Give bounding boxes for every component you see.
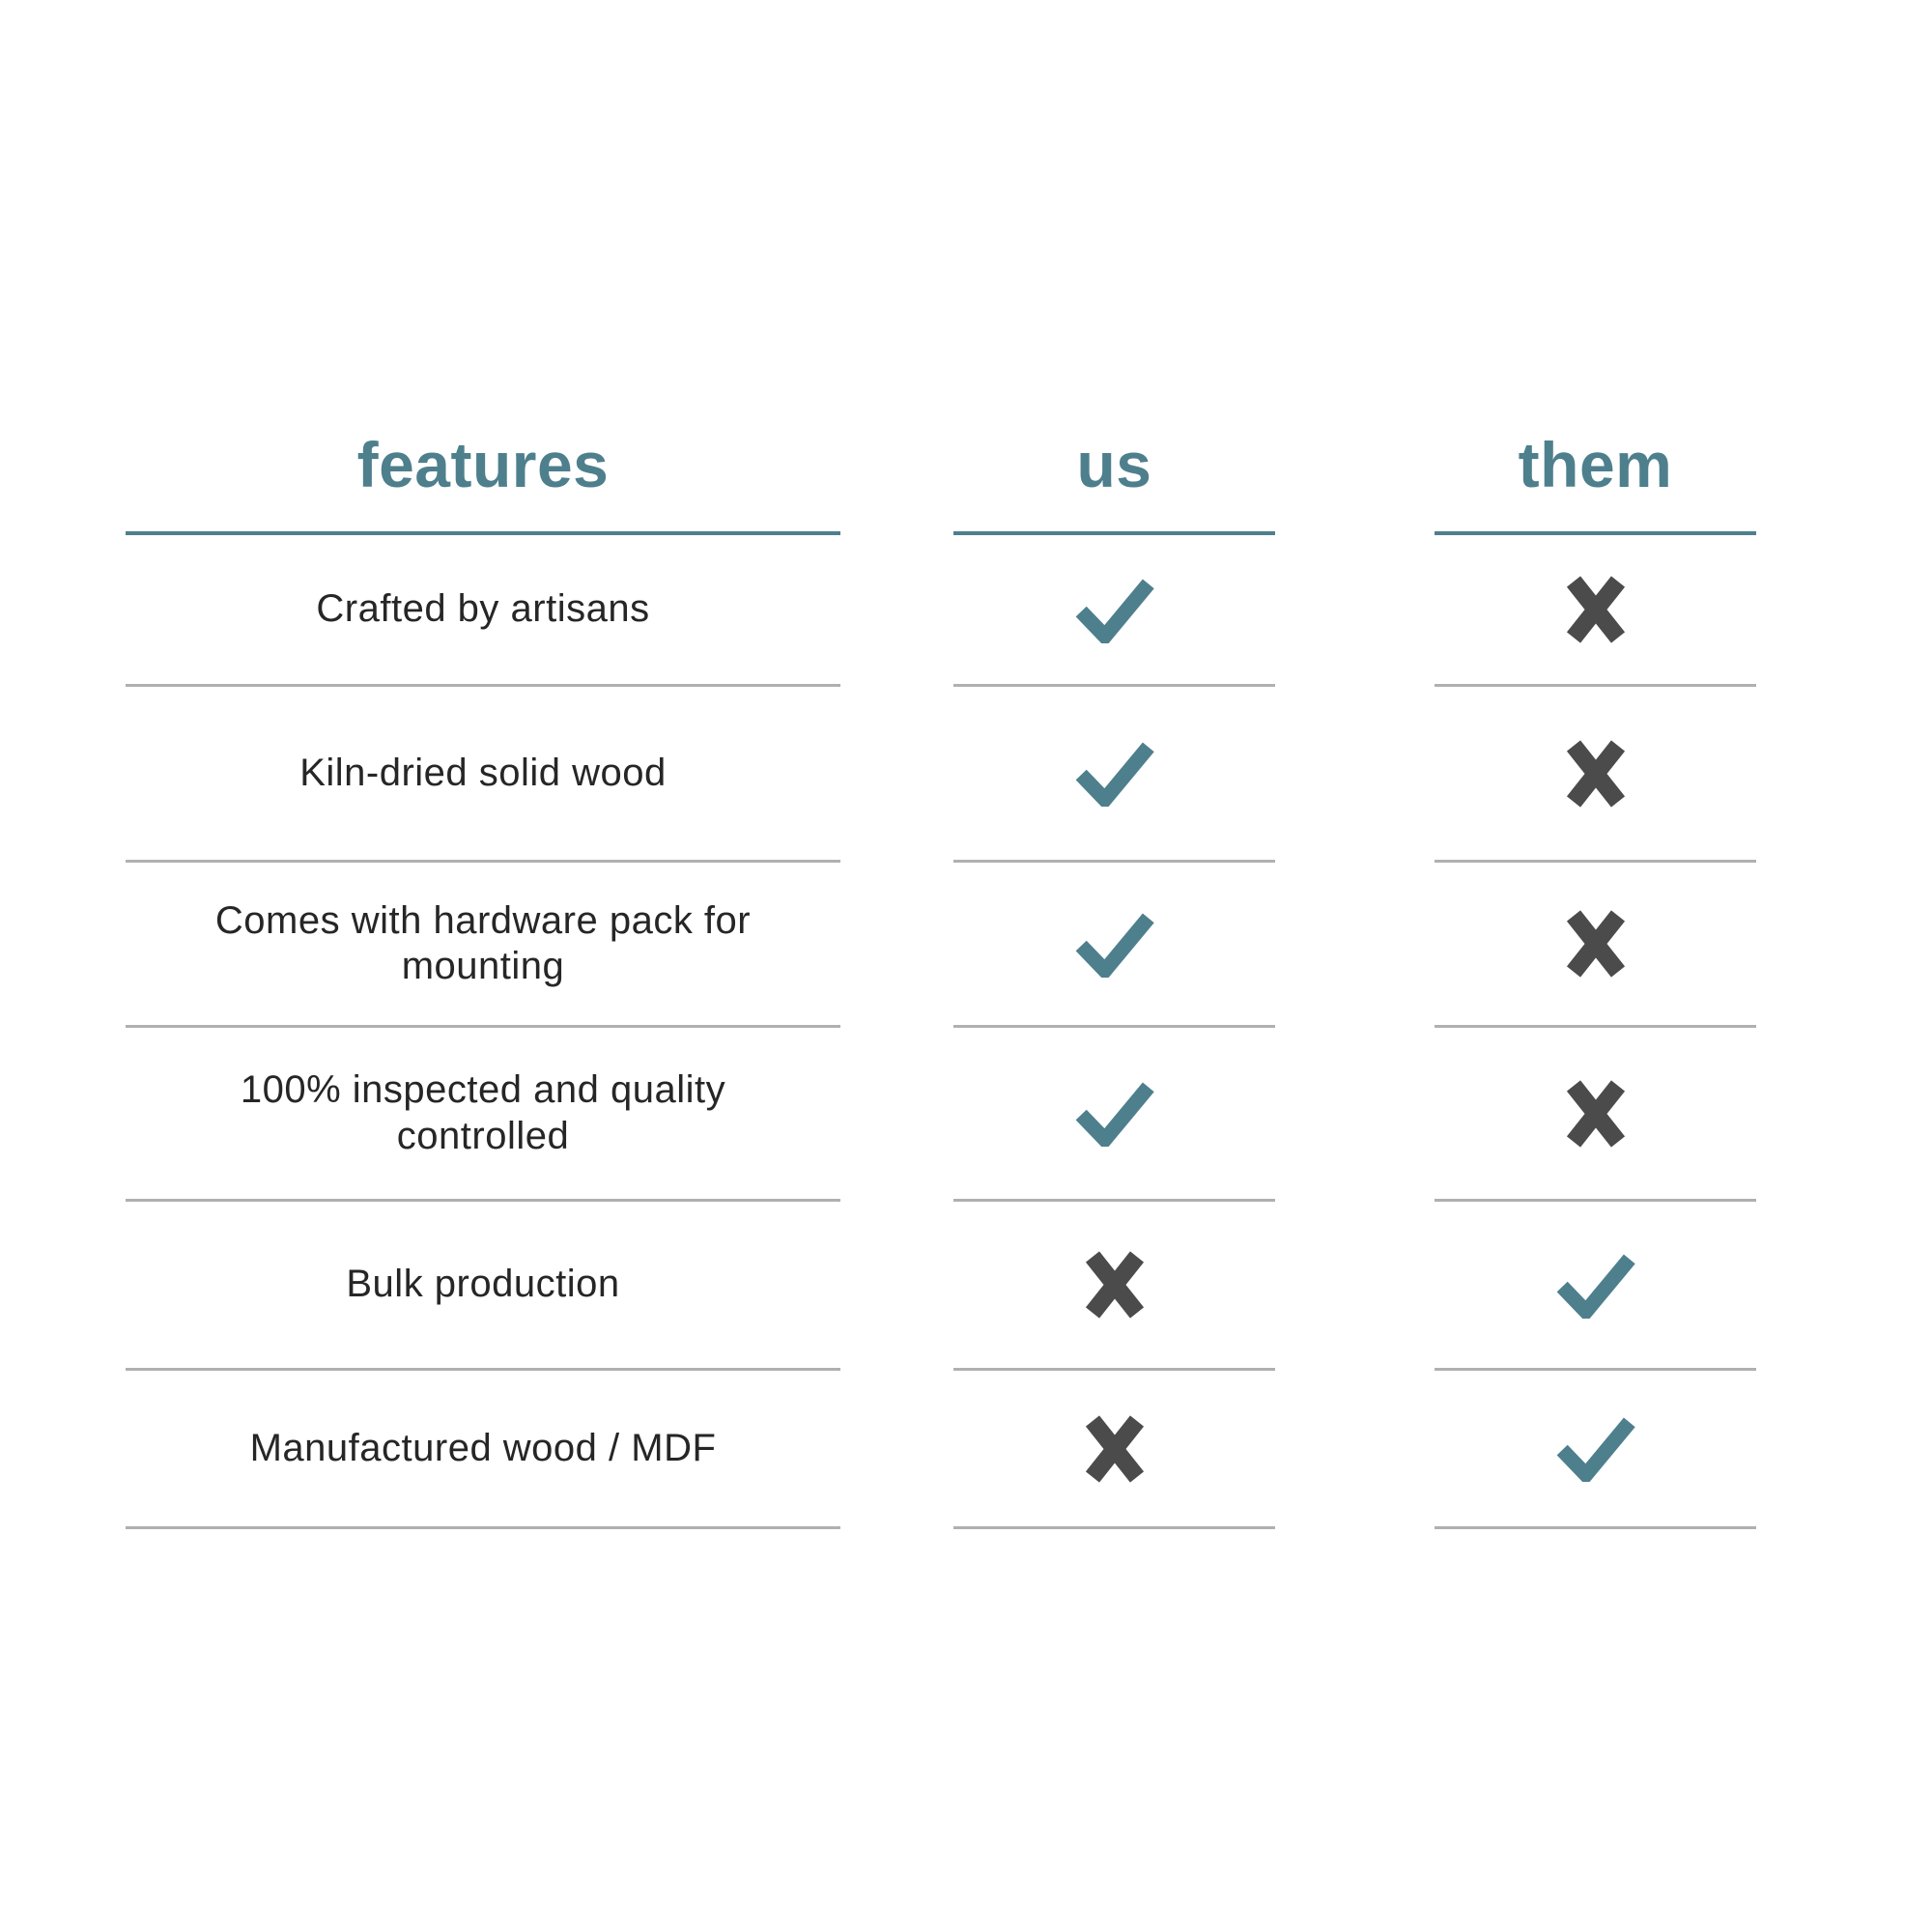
table-row-us-cell	[953, 1028, 1275, 1202]
us-header-label: us	[1076, 429, 1152, 500]
table-row-them-cell	[1435, 1371, 1756, 1529]
column-header-them	[1435, 415, 1756, 535]
comparison-table	[126, 415, 1756, 1529]
check-icon	[1073, 911, 1156, 978]
table-row-feature-label	[126, 1028, 840, 1202]
x-icon	[1565, 738, 1627, 810]
feature-text: Bulk production	[346, 1263, 620, 1306]
table-row-them-cell	[1435, 687, 1756, 863]
table-row-them-cell	[1435, 863, 1756, 1028]
check-icon	[1073, 740, 1156, 807]
table-row-us-cell	[953, 1371, 1275, 1529]
table-row-feature-label	[126, 1202, 840, 1371]
check-icon	[1554, 1252, 1637, 1319]
table-row-us-cell	[953, 687, 1275, 863]
feature-text: Kiln-dried solid wood	[299, 751, 667, 794]
feature-text: Comes with hardware pack for mounting	[214, 898, 752, 987]
table-row-them-cell	[1435, 1202, 1756, 1371]
x-icon	[1565, 1078, 1627, 1150]
table-row-us-cell	[953, 535, 1275, 687]
feature-text: Manufactured wood / MDF	[249, 1426, 717, 1469]
table-row-us-cell	[953, 1202, 1275, 1371]
column-header-features	[126, 415, 840, 535]
feature-text: Crafted by artisans	[316, 587, 650, 631]
features-header-label: features	[356, 429, 610, 500]
feature-text: 100% inspected and quality controlled	[240, 1068, 726, 1157]
table-row-feature-label	[126, 535, 840, 687]
table-row-feature-label	[126, 863, 840, 1028]
x-icon	[1084, 1413, 1146, 1485]
check-icon	[1554, 1415, 1637, 1482]
table-row-feature-label	[126, 1371, 840, 1529]
table-row-feature-label	[126, 687, 840, 863]
x-icon	[1565, 574, 1627, 645]
them-header-label: them	[1518, 429, 1673, 500]
check-icon	[1073, 1080, 1156, 1147]
table-row-us-cell	[953, 863, 1275, 1028]
x-icon	[1084, 1249, 1146, 1321]
table-row-them-cell	[1435, 535, 1756, 687]
table-row-them-cell	[1435, 1028, 1756, 1202]
x-icon	[1565, 908, 1627, 980]
column-header-us	[953, 415, 1275, 535]
check-icon	[1073, 577, 1156, 643]
